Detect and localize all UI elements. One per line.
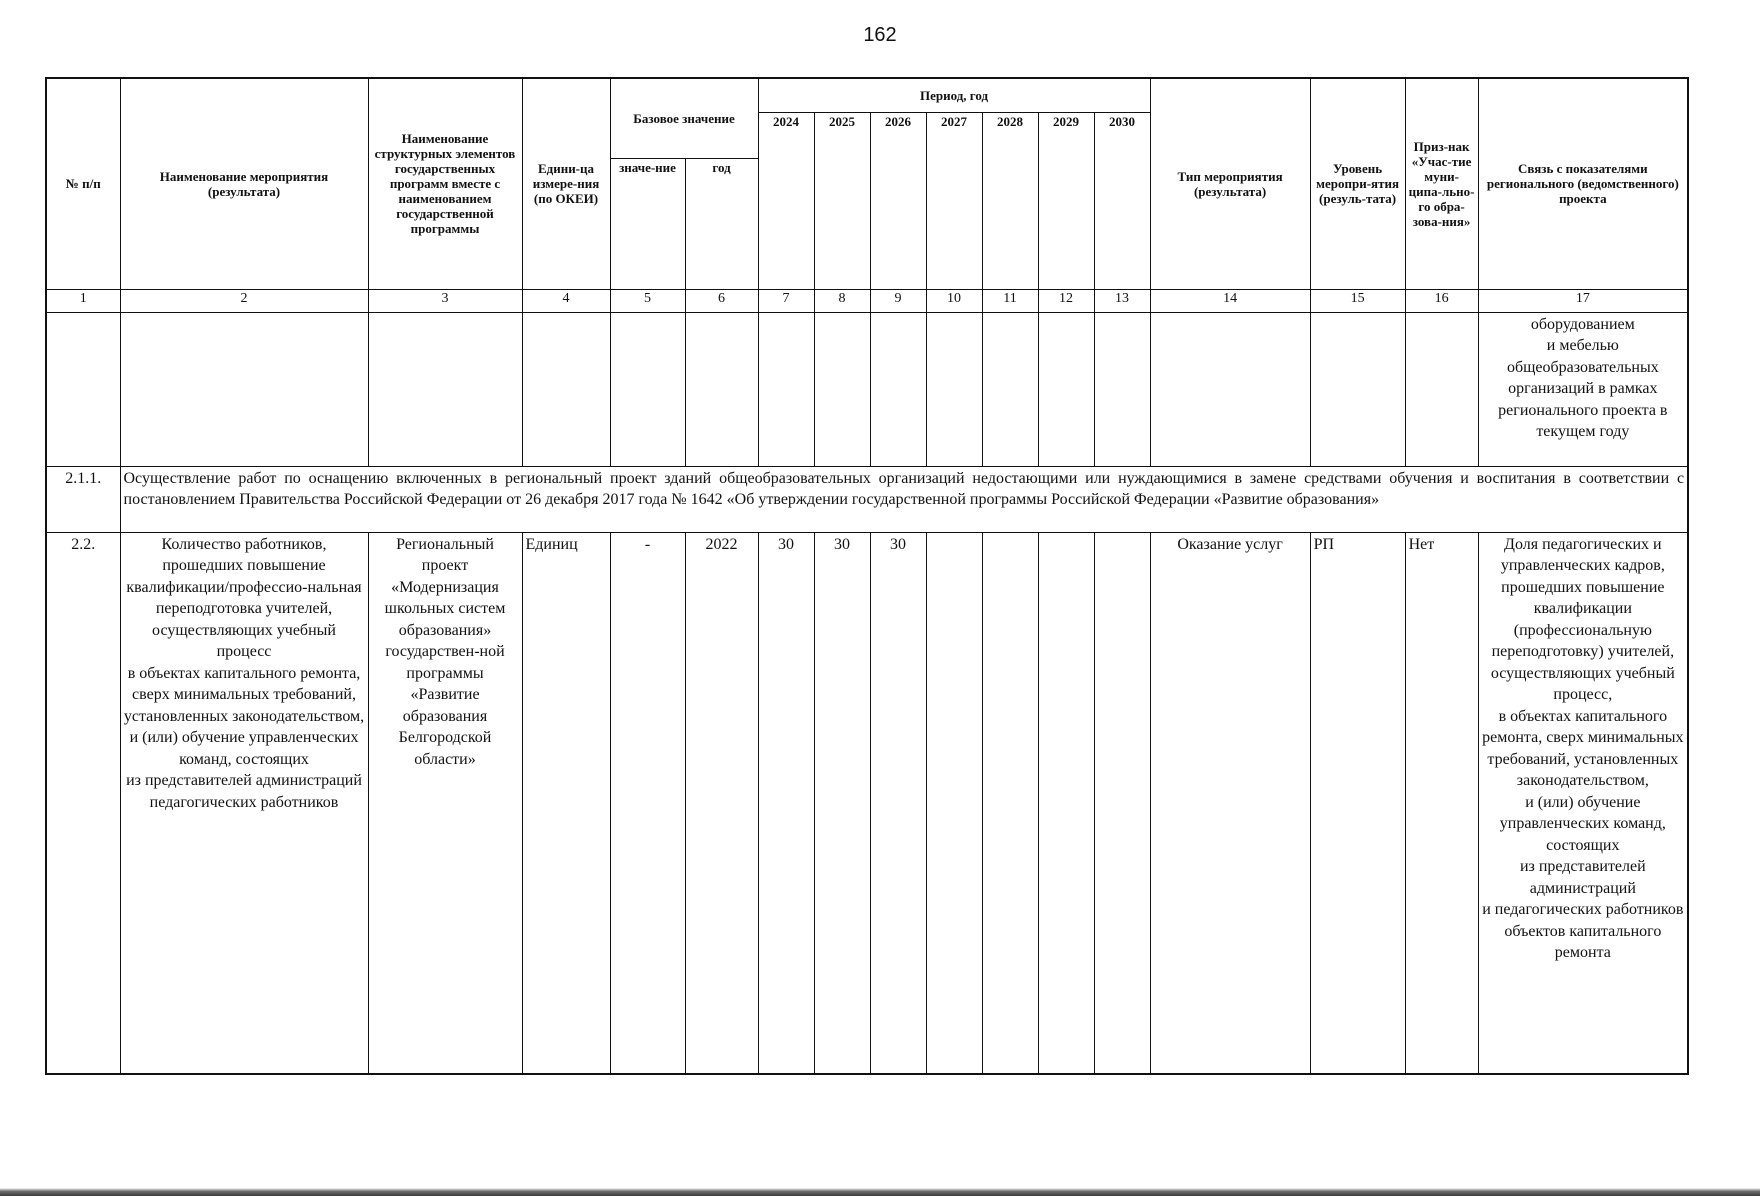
row-2-1-1-text: Осуществление работ по оснащению включенных в региональный проект зданий общеобразовательных организаций недостающими или нуждающимися в замене средствами обучения и воспитания в соответствии с постановлением Правительства Российской Федерации от 26 декабря 2017 года № 1642 «Об утверждении государственной программы Российской Федерации «Развитие образования» xyxy=(120,466,1688,532)
row-2-2-y2028 xyxy=(982,532,1038,1074)
colnum-5: 5 xyxy=(610,289,685,312)
header-col-level: Уровень меропри-ятия (резуль-тата) xyxy=(1310,78,1405,289)
header-base-value: значе-ние xyxy=(610,158,685,289)
colnum-11: 11 xyxy=(982,289,1038,312)
header-col-link: Связь с показателями регионального (ведомственного) проекта xyxy=(1478,78,1688,289)
colnum-13: 13 xyxy=(1094,289,1150,312)
header-col-structure: Наименование структурных элементов государственных программ вместе с наименованием государственной программы xyxy=(368,78,522,289)
colnum-12: 12 xyxy=(1038,289,1094,312)
header-year-2027: 2027 xyxy=(926,112,982,289)
colnum-8: 8 xyxy=(814,289,870,312)
row-2-2-level: РП xyxy=(1310,532,1405,1074)
colnum-2: 2 xyxy=(120,289,368,312)
row-2-1-1 xyxy=(46,466,1688,532)
header-col-name: Наименование мероприятия (результата) xyxy=(120,78,368,289)
header-period-group: Период, год xyxy=(758,78,1150,112)
header-row-1 xyxy=(46,78,1688,112)
row-2-2-name: Количество работников, прошедших повышение квалификации/профессио-нальная переподготовка учителей, осуществляющих учебный процесс в объектах капитального ремонта, сверх минимальных требований, установленных законодательством, и (или) обучение управленческих команд, состоящих из представителей администраций педагогических работников xyxy=(120,532,368,1074)
header-year-2026: 2026 xyxy=(870,112,926,289)
header-col-type: Тип мероприятия (результата) xyxy=(1150,78,1310,289)
row-2-2-structure: Региональный проект «Модернизация школьных систем образования» государствен-ной программы «Развитие образования Белгородской области» xyxy=(368,532,522,1074)
row-2-2-municipal: Нет xyxy=(1405,532,1478,1074)
row-2-2 xyxy=(46,532,1688,1074)
row-2-2-base-value: - xyxy=(610,532,685,1074)
row-2-2-y2026: 30 xyxy=(870,532,926,1074)
colnum-16: 16 xyxy=(1405,289,1478,312)
scan-edge xyxy=(0,1188,1760,1196)
page-number: 162 xyxy=(863,24,897,46)
row-2-2-base-year: 2022 xyxy=(685,532,758,1074)
row-2-2-y2030 xyxy=(1094,532,1150,1074)
row-2-2-y2025: 30 xyxy=(814,532,870,1074)
colnum-9: 9 xyxy=(870,289,926,312)
header-col-municipal: Приз-нак «Учас-тие муни-ципа-льно-го обра-зова-ния» xyxy=(1405,78,1478,289)
colnum-17: 17 xyxy=(1478,289,1688,312)
row-2-2-y2027 xyxy=(926,532,982,1074)
header-year-2025: 2025 xyxy=(814,112,870,289)
colnum-4: 4 xyxy=(522,289,610,312)
header-base-year: год xyxy=(685,158,758,289)
colnum-10: 10 xyxy=(926,289,982,312)
header-year-2030: 2030 xyxy=(1094,112,1150,289)
row-2-2-type: Оказание услуг xyxy=(1150,532,1310,1074)
row-2-2-y2024: 30 xyxy=(758,532,814,1074)
row-2-2-y2029 xyxy=(1038,532,1094,1074)
row-2-2-unit: Единиц xyxy=(522,532,610,1074)
header-year-2029: 2029 xyxy=(1038,112,1094,289)
colnum-6: 6 xyxy=(685,289,758,312)
events-table xyxy=(45,77,1689,1075)
row-2-1-1-number: 2.1.1. xyxy=(46,466,120,532)
continuation-link-text: оборудованием и мебелью общеобразовательных организаций в рамках регионального проекта в текущем году xyxy=(1478,312,1688,466)
header-col-unit: Едини-ца измере-ния (по ОКЕИ) xyxy=(522,78,610,289)
header-year-2028: 2028 xyxy=(982,112,1038,289)
header-base-group: Базовое значение xyxy=(610,78,758,158)
colnum-15: 15 xyxy=(1310,289,1405,312)
column-numbers-row xyxy=(46,289,1688,312)
colnum-1: 1 xyxy=(46,289,120,312)
colnum-3: 3 xyxy=(368,289,522,312)
continuation-row xyxy=(46,312,1688,466)
row-2-2-link: Доля педагогических и управленческих кадров, прошедших повышение квалификации (профессиональную переподготовку) учителей, осуществляющих учебный процесс, в объектах капитального ремонта, сверх минимальных требований, установленных законодательством, и (или) обучение управленческих команд, состоящих из представителей администраций и педагогических работников объектов капитального ремонта xyxy=(1478,532,1688,1074)
colnum-14: 14 xyxy=(1150,289,1310,312)
header-year-2024: 2024 xyxy=(758,112,814,289)
colnum-7: 7 xyxy=(758,289,814,312)
row-2-2-number: 2.2. xyxy=(46,532,120,1074)
header-col-num: № п/п xyxy=(46,78,120,289)
